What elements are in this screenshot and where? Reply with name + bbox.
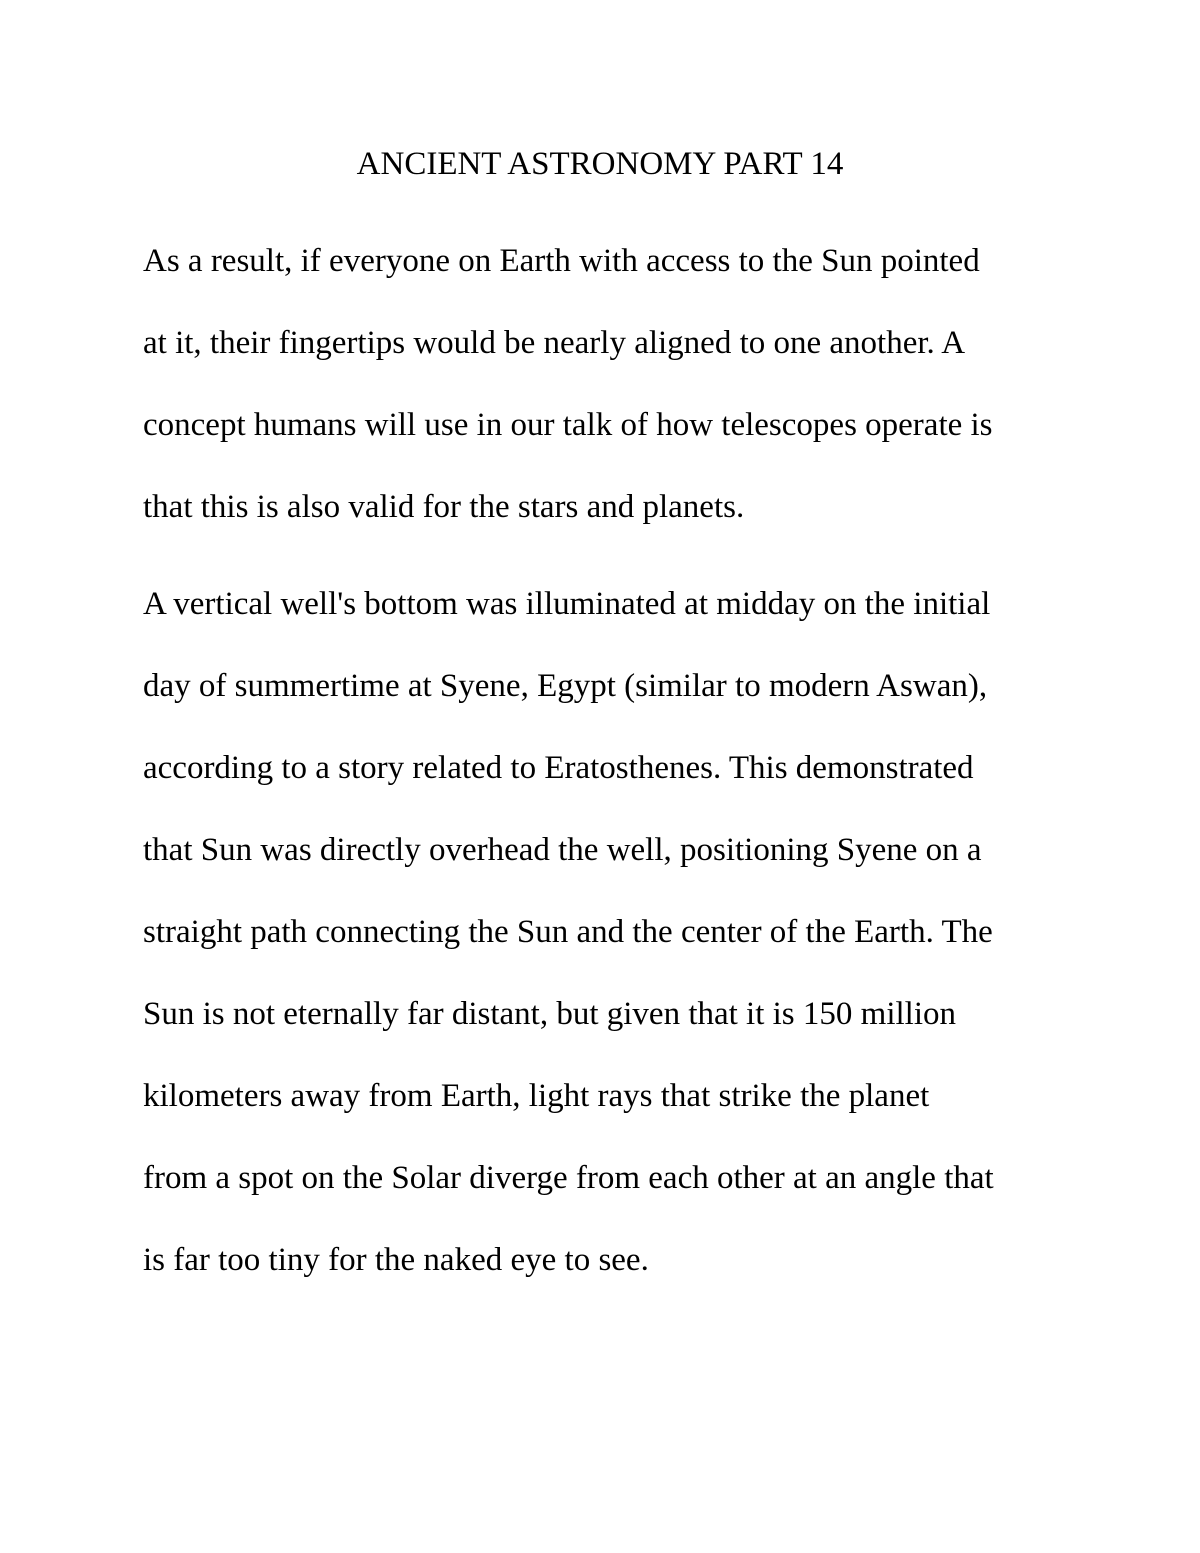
text-line: day of summertime at Syene, Egypt (similar to modern Aswan), [143,668,988,704]
text-line: Sun is not eternally far distant, but given that it is 150 million [143,996,956,1032]
text-line: at it, their fingertips would be nearly aligned to one another. A [143,325,966,361]
text-line: As a result, if everyone on Earth with access to the Sun pointed [143,243,980,279]
text-line: that this is also valid for the stars and planets. [143,489,745,525]
text-line: that Sun was directly overhead the well, positioning Syene on a [143,832,982,868]
text-line: A vertical well's bottom was illuminated at midday on the initial [143,586,991,622]
paragraph-2 [143,580,1063,1318]
text-line: from a spot on the Solar diverge from each other at an angle that [143,1160,994,1196]
paragraph-1 [143,237,1063,565]
text-line: is far too tiny for the naked eye to see. [143,1242,649,1278]
text-line: straight path connecting the Sun and the center of the Earth. The [143,914,993,950]
text-line: concept humans will use in our talk of how telescopes operate is [143,407,993,443]
page-title: ANCIENT ASTRONOMY PART 14 [356,146,844,182]
text-line: according to a story related to Eratosthenes. This demonstrated [143,750,974,786]
text-line: kilometers away from Earth, light rays that strike the planet [143,1078,930,1114]
